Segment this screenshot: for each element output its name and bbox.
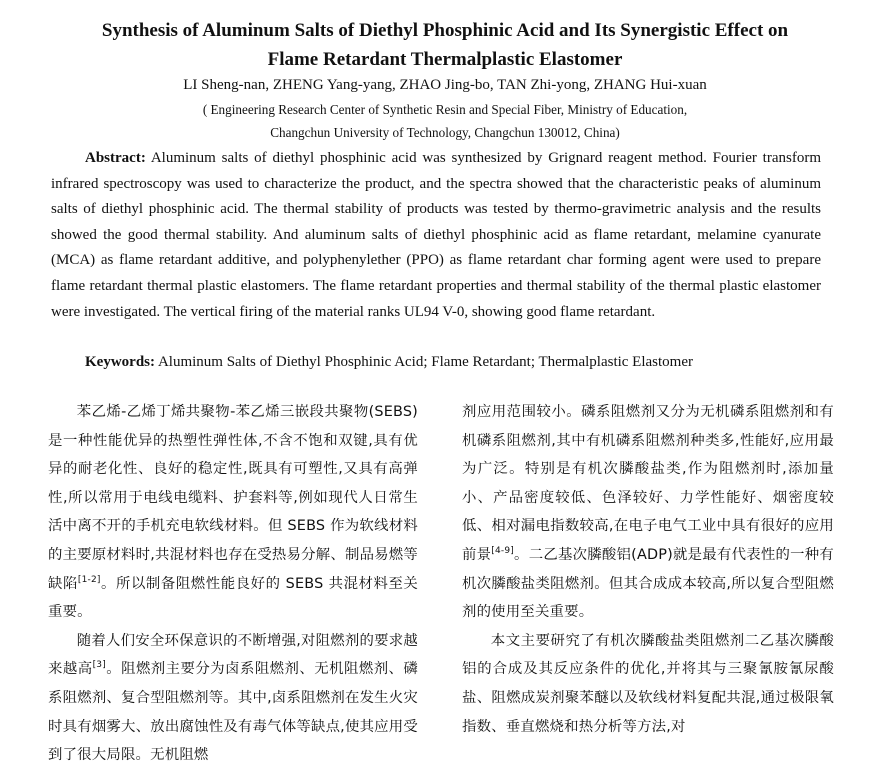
citation: [3]: [92, 660, 106, 671]
affiliation: [40, 98, 850, 144]
paragraph: [48, 398, 418, 627]
paragraph-text: 剂应用范围较小。磷系阻燃剂又分为无机磷系阻燃剂和有机磷系阻燃剂,其中有机磷系阻燃剂种类多,性能好,应用最为广泛。特别是有机次膦酸盐类,作为阻燃剂时,添加量小、产品密度较低、色泽较好、力学性能好、烟密度较低、相对漏电指数较高,在电子电气工业中具有很好的应用前景: [462, 404, 834, 563]
paragraph-text: 。所以制备阻燃性能良好的 SEBS 共混材料至关重要。: [48, 575, 418, 621]
title-line-2: Flame Retardant Thermalplastic Elastomer: [267, 49, 623, 70]
abstract: [51, 146, 821, 325]
author-list: LI Sheng-nan, ZHENG Yang-yang, ZHAO Jing-bo, TAN Zhi-yong, ZHANG Hui-xuan: [183, 77, 707, 93]
paragraph-text: 苯乙烯-乙烯丁烯共聚物-苯乙烯三嵌段共聚物(SEBS)是一种性能优异的热塑性弹性体,不含不饱和双键,具有优异的耐老化性、良好的稳定性,既具有可塑性,又具有高弹性,所以常用于电线电缆料、护套料等,例如现代人日常生活中离不开的手机充电软线材料。但 SEBS 作为软线材料的主要原材料时,共混材料也存在受热易分解、制品易燃等缺陷: [48, 404, 418, 592]
paragraph-text: 。二乙基次膦酸铝(ADP)就是最有代表性的一种有机次膦酸盐类阻燃剂。但其合成成本较高,所以复合型阻燃剂的使用至关重要。: [462, 546, 834, 621]
title-line-1: Synthesis of Aluminum Salts of Diethyl Phosphinic Acid and Its Synergistic Effect on: [101, 20, 789, 41]
affiliation-line-2: Changchun University of Technology, Changchun 130012, China): [270, 125, 620, 140]
keywords-text: Aluminum Salts of Diethyl Phosphinic Acid; Flame Retardant; Thermalplastic Elastomer: [157, 354, 693, 370]
keywords: [85, 350, 825, 374]
paper-title: [40, 16, 850, 74]
paragraph-text: 。阻燃剂主要分为卤系阻燃剂、无机阻燃剂、磷系阻燃剂、复合型阻燃剂等。其中,卤系阻燃剂在发生火灾时具有烟雾大、放出腐蚀性及有毒气体等缺点,使其应用受到了很大局限。无机阻燃: [48, 661, 419, 764]
affiliation-line-1: ( Engineering Research Center of Synthetic Resin and Special Fiber, Ministry of Education,: [202, 102, 688, 117]
keywords-label: Keywords:: [85, 354, 155, 370]
paragraph-text: 随着人们安全环保意识的不断增强,对阻燃剂的要求越来越高: [48, 632, 418, 678]
paragraph: [48, 627, 418, 770]
body-column-right: [462, 398, 834, 738]
abstract-text: Aluminum salts of diethyl phosphinic acid was synthesized by Grignard reagent method. Fourier transform infrared spectroscopy was used to characterize the product, and the spectra showed that the characteristic peaks of aluminum salts of diethyl phosphinic acid. The thermal stability of products was tested by thermo-gravimetric analysis and the results showed the good thermal stability. And aluminum salts of diethyl phosphinic acid as flame retardant, melamine cyanurate (MCA) as flame retardant additive, and polyphenylether (PPO) as flame retardant char forming agent were used to prepare flame retardant thermal plastic elastomers. The flame retardant properties and thermal stability of the thermal plastic elastomer were investigated. The vertical firing of the material ranks UL94 V-0, showing good flame retardant.: [51, 150, 821, 320]
citation: [1-2]: [77, 574, 101, 585]
abstract-label: Abstract:: [85, 150, 146, 166]
paragraph: 本文主要研究了有机次膦酸盐类阻燃剂二乙基次膦酸铝的合成及其反应条件的优化,并将其与三聚氰胺氰尿酸盐、阻燃成炭剂聚苯醚以及软线材料复配共混,通过极限氧指数、垂直燃烧和热分析等方法,对: [462, 632, 834, 735]
paragraph: [462, 398, 834, 627]
citation: [4-9]: [491, 546, 515, 557]
body-column-left: [48, 398, 419, 764]
